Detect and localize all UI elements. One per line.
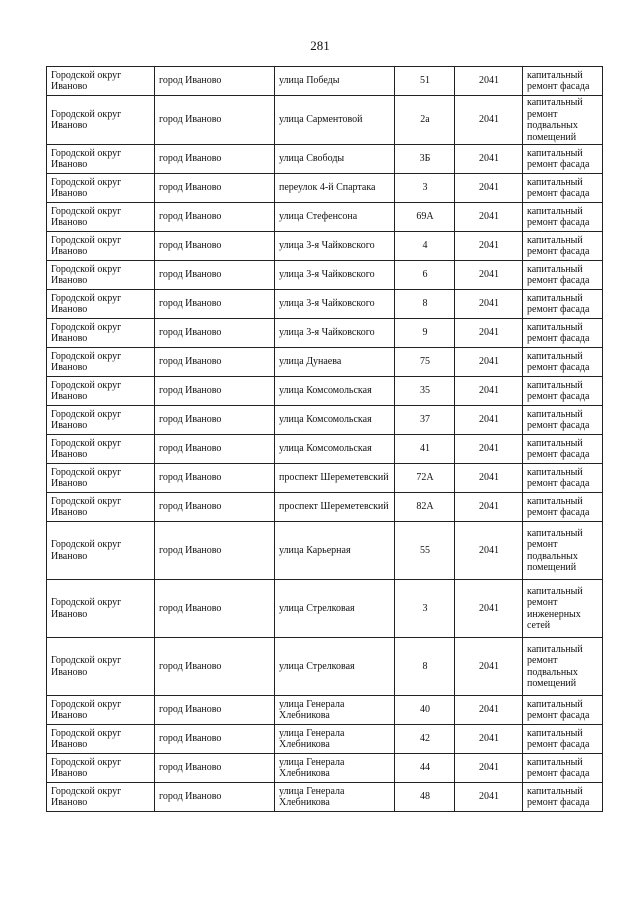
street-cell: улица Карьерная	[275, 522, 395, 580]
street-cell: улица Сарментовой	[275, 96, 395, 145]
work-type-cell: капитальный ремонт фасада	[523, 464, 603, 493]
table-row	[47, 319, 603, 348]
work-type-cell: капитальный ремонт фасада	[523, 319, 603, 348]
district-cell: Городской округ Иваново	[47, 96, 155, 145]
year-cell: 2041	[455, 696, 523, 725]
table-row	[47, 377, 603, 406]
street-cell: улица Стрелковая	[275, 638, 395, 696]
year-cell: 2041	[455, 638, 523, 696]
work-type-cell: капитальный ремонт фасада	[523, 174, 603, 203]
district-cell: Городской округ Иваново	[47, 203, 155, 232]
district-cell: Городской округ Иваново	[47, 67, 155, 96]
house-number-cell: 9	[395, 319, 455, 348]
year-cell: 2041	[455, 67, 523, 96]
work-type-cell: капитальный ремонт подвальных помещений	[523, 96, 603, 145]
district-cell: Городской округ Иваново	[47, 290, 155, 319]
work-type-cell: капитальный ремонт фасада	[523, 435, 603, 464]
table-row	[47, 435, 603, 464]
city-cell: город Иваново	[155, 493, 275, 522]
year-cell: 2041	[455, 145, 523, 174]
city-cell: город Иваново	[155, 406, 275, 435]
street-cell: улица 3-я Чайковского	[275, 232, 395, 261]
district-cell: Городской округ Иваново	[47, 522, 155, 580]
year-cell: 2041	[455, 406, 523, 435]
street-cell: улица 3-я Чайковского	[275, 319, 395, 348]
table-row	[47, 261, 603, 290]
table-row	[47, 145, 603, 174]
city-cell: город Иваново	[155, 696, 275, 725]
year-cell: 2041	[455, 464, 523, 493]
district-cell: Городской округ Иваново	[47, 493, 155, 522]
table-row	[47, 696, 603, 725]
city-cell: город Иваново	[155, 232, 275, 261]
year-cell: 2041	[455, 96, 523, 145]
year-cell: 2041	[455, 232, 523, 261]
district-cell: Городской округ Иваново	[47, 174, 155, 203]
house-number-cell: 37	[395, 406, 455, 435]
city-cell: город Иваново	[155, 348, 275, 377]
year-cell: 2041	[455, 377, 523, 406]
city-cell: город Иваново	[155, 203, 275, 232]
district-cell: Городской округ Иваново	[47, 754, 155, 783]
year-cell: 2041	[455, 725, 523, 754]
street-cell: улица Победы	[275, 67, 395, 96]
district-cell: Городской округ Иваново	[47, 696, 155, 725]
street-cell: улица Дунаева	[275, 348, 395, 377]
table-row	[47, 67, 603, 96]
district-cell: Городской округ Иваново	[47, 783, 155, 812]
city-cell: город Иваново	[155, 522, 275, 580]
street-cell: улица Комсомольская	[275, 406, 395, 435]
street-cell: улица Свободы	[275, 145, 395, 174]
table-row	[47, 580, 603, 638]
work-type-cell: капитальный ремонт фасада	[523, 67, 603, 96]
table-row	[47, 725, 603, 754]
house-number-cell: 2а	[395, 96, 455, 145]
city-cell: город Иваново	[155, 725, 275, 754]
street-cell: переулок 4-й Спартака	[275, 174, 395, 203]
house-number-cell: 42	[395, 725, 455, 754]
city-cell: город Иваново	[155, 67, 275, 96]
house-number-cell: 3	[395, 174, 455, 203]
year-cell: 2041	[455, 522, 523, 580]
house-number-cell: 72А	[395, 464, 455, 493]
district-cell: Городской округ Иваново	[47, 232, 155, 261]
house-number-cell: 3Б	[395, 145, 455, 174]
city-cell: город Иваново	[155, 145, 275, 174]
table-row	[47, 493, 603, 522]
district-cell: Городской округ Иваново	[47, 145, 155, 174]
street-cell: улица Стрелковая	[275, 580, 395, 638]
table-row	[47, 174, 603, 203]
repair-schedule-table	[46, 66, 603, 812]
house-number-cell: 44	[395, 754, 455, 783]
year-cell: 2041	[455, 319, 523, 348]
house-number-cell: 51	[395, 67, 455, 96]
street-cell: улица Генерала Хлебникова	[275, 725, 395, 754]
year-cell: 2041	[455, 174, 523, 203]
table-row	[47, 406, 603, 435]
work-type-cell: капитальный ремонт фасада	[523, 406, 603, 435]
table-row	[47, 638, 603, 696]
street-cell: улица Стефенсона	[275, 203, 395, 232]
house-number-cell: 69А	[395, 203, 455, 232]
work-type-cell: капитальный ремонт инженерных сетей	[523, 580, 603, 638]
table-row	[47, 96, 603, 145]
city-cell: город Иваново	[155, 290, 275, 319]
table-row	[47, 203, 603, 232]
street-cell: улица Генерала Хлебникова	[275, 696, 395, 725]
house-number-cell: 41	[395, 435, 455, 464]
street-cell: улица Генерала Хлебникова	[275, 754, 395, 783]
city-cell: город Иваново	[155, 783, 275, 812]
work-type-cell: капитальный ремонт подвальных помещений	[523, 638, 603, 696]
year-cell: 2041	[455, 435, 523, 464]
work-type-cell: капитальный ремонт фасада	[523, 348, 603, 377]
district-cell: Городской округ Иваново	[47, 580, 155, 638]
work-type-cell: капитальный ремонт фасада	[523, 377, 603, 406]
district-cell: Городской округ Иваново	[47, 725, 155, 754]
work-type-cell: капитальный ремонт подвальных помещений	[523, 522, 603, 580]
house-number-cell: 75	[395, 348, 455, 377]
house-number-cell: 82А	[395, 493, 455, 522]
table-row	[47, 232, 603, 261]
table-row	[47, 290, 603, 319]
district-cell: Городской округ Иваново	[47, 348, 155, 377]
year-cell: 2041	[455, 290, 523, 319]
year-cell: 2041	[455, 203, 523, 232]
street-cell: проспект Шереметевский	[275, 493, 395, 522]
street-cell: улица Генерала Хлебникова	[275, 783, 395, 812]
year-cell: 2041	[455, 580, 523, 638]
work-type-cell: капитальный ремонт фасада	[523, 232, 603, 261]
table-row	[47, 754, 603, 783]
house-number-cell: 6	[395, 261, 455, 290]
house-number-cell: 48	[395, 783, 455, 812]
page-number: 281	[310, 38, 330, 53]
district-cell: Городской округ Иваново	[47, 377, 155, 406]
work-type-cell: капитальный ремонт фасада	[523, 725, 603, 754]
street-cell: улица Комсомольская	[275, 435, 395, 464]
city-cell: город Иваново	[155, 580, 275, 638]
street-cell: улица Комсомольская	[275, 377, 395, 406]
house-number-cell: 8	[395, 290, 455, 319]
table-row	[47, 348, 603, 377]
city-cell: город Иваново	[155, 464, 275, 493]
district-cell: Городской округ Иваново	[47, 319, 155, 348]
house-number-cell: 3	[395, 580, 455, 638]
street-cell: улица 3-я Чайковского	[275, 290, 395, 319]
year-cell: 2041	[455, 348, 523, 377]
year-cell: 2041	[455, 493, 523, 522]
year-cell: 2041	[455, 261, 523, 290]
district-cell: Городской округ Иваново	[47, 638, 155, 696]
city-cell: город Иваново	[155, 435, 275, 464]
city-cell: город Иваново	[155, 638, 275, 696]
district-cell: Городской округ Иваново	[47, 261, 155, 290]
house-number-cell: 8	[395, 638, 455, 696]
house-number-cell: 55	[395, 522, 455, 580]
work-type-cell: капитальный ремонт фасада	[523, 493, 603, 522]
city-cell: город Иваново	[155, 377, 275, 406]
work-type-cell: капитальный ремонт фасада	[523, 754, 603, 783]
work-type-cell: капитальный ремонт фасада	[523, 783, 603, 812]
city-cell: город Иваново	[155, 319, 275, 348]
table-row	[47, 783, 603, 812]
district-cell: Городской округ Иваново	[47, 464, 155, 493]
work-type-cell: капитальный ремонт фасада	[523, 203, 603, 232]
house-number-cell: 40	[395, 696, 455, 725]
city-cell: город Иваново	[155, 174, 275, 203]
district-cell: Городской округ Иваново	[47, 435, 155, 464]
work-type-cell: капитальный ремонт фасада	[523, 696, 603, 725]
city-cell: город Иваново	[155, 754, 275, 783]
house-number-cell: 4	[395, 232, 455, 261]
city-cell: город Иваново	[155, 261, 275, 290]
work-type-cell: капитальный ремонт фасада	[523, 145, 603, 174]
work-type-cell: капитальный ремонт фасада	[523, 261, 603, 290]
table-row	[47, 464, 603, 493]
city-cell: город Иваново	[155, 96, 275, 145]
street-cell: улица 3-я Чайковского	[275, 261, 395, 290]
street-cell: проспект Шереметевский	[275, 464, 395, 493]
work-type-cell: капитальный ремонт фасада	[523, 290, 603, 319]
house-number-cell: 35	[395, 377, 455, 406]
table-row	[47, 522, 603, 580]
year-cell: 2041	[455, 783, 523, 812]
year-cell: 2041	[455, 754, 523, 783]
district-cell: Городской округ Иваново	[47, 406, 155, 435]
